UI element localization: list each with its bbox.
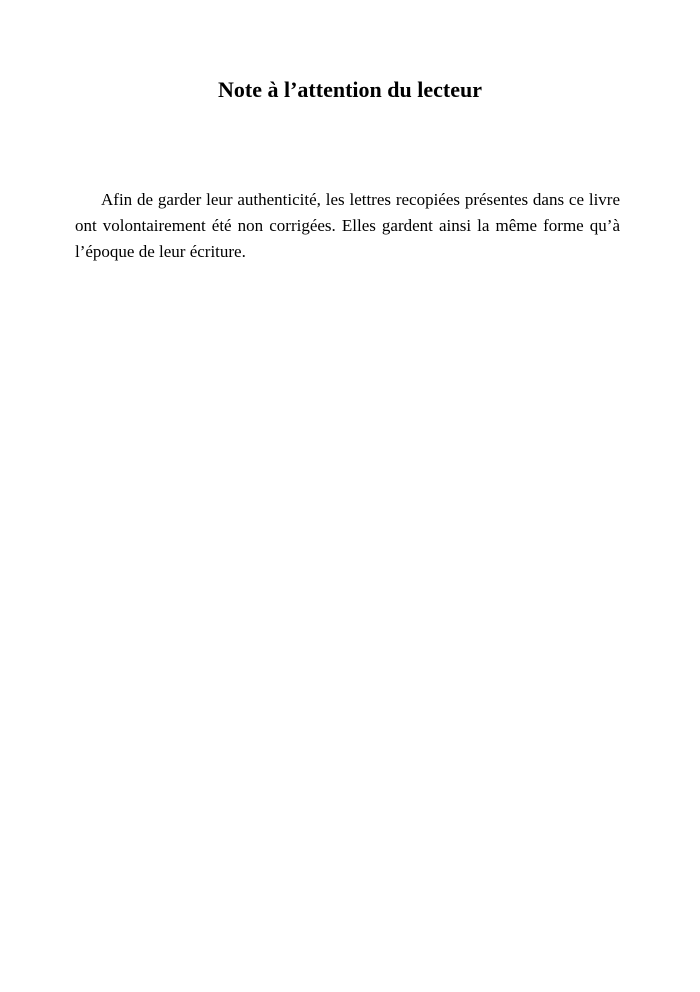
body-paragraph: Afin de garder leur authenticité, les lettres recopiées présentes dans ce livre ont volontairement été non corrigées. Elles gardent ainsi la même forme qu’à l’époque de leur écriture. bbox=[75, 190, 620, 261]
page-title: Note à l’attention du lecteur bbox=[218, 77, 482, 102]
